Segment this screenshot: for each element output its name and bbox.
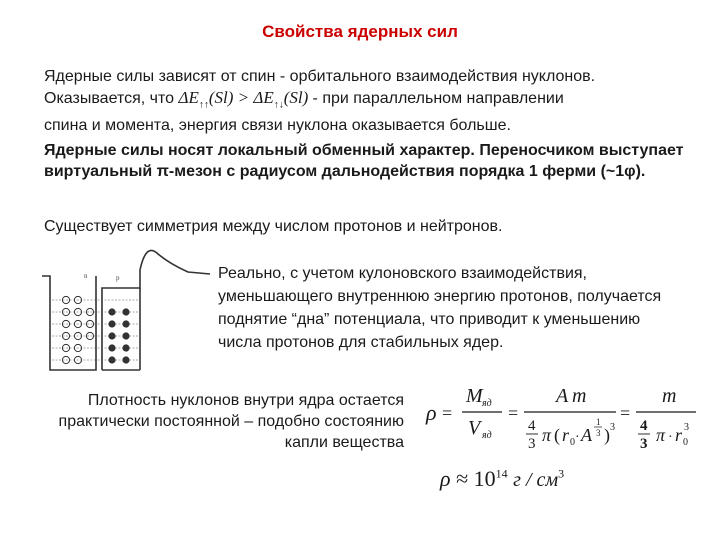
svg-text:4: 4 — [640, 418, 648, 434]
svg-text:3: 3 — [528, 436, 536, 452]
page-title: Свойства ядерных сил — [262, 22, 458, 41]
p1-line2 — [44, 87, 694, 115]
paragraph-symmetry: Существует симметрия между числом протонов и нейтронов. — [44, 218, 503, 235]
svg-text:3: 3 — [640, 436, 648, 452]
paragraph-density: Плотность нуклонов внутри ядра остается практически постоянной – подобно состоянию капли вещества — [58, 392, 404, 451]
svg-text:1: 1 — [596, 417, 601, 427]
svg-text:·: · — [668, 430, 673, 445]
svg-text:m: m — [662, 385, 677, 407]
svg-text:=: = — [442, 403, 453, 423]
delta-e-parallel: $\Delta E_{↑↑}(Sl) > \Delta E_{↑↓}(Sl)$ — [178, 88, 309, 111]
svg-text:π: π — [542, 425, 552, 445]
svg-text:0: 0 — [570, 437, 575, 448]
density-formula — [424, 380, 704, 456]
svg-text:V: V — [468, 417, 481, 439]
label-p: p — [116, 274, 120, 282]
paragraph-spin-orbit — [44, 66, 694, 136]
label-n: n — [84, 272, 88, 280]
svg-text:ρ: ρ — [426, 400, 437, 425]
svg-text:=: = — [508, 403, 519, 423]
p1-suffix: - при параллельном направлении — [312, 90, 564, 107]
svg-text:A: A — [581, 425, 592, 445]
svg-text:(: ( — [554, 425, 560, 445]
svg-text:4: 4 — [528, 418, 536, 434]
svg-text:m: m — [572, 385, 587, 407]
svg-text:r: r — [675, 425, 683, 445]
svg-text:3: 3 — [684, 422, 689, 433]
potential-well-diagram — [40, 248, 212, 378]
svg-text:=: = — [620, 403, 631, 423]
density-value: $\rho \approx 10^{14}$ г / $см^3$ — [440, 466, 565, 491]
paragraph-coulomb: Реально, с учетом кулоновского взаимодействия, уменьшающего внутреннюю энергию протонов, получается поднятие “дна” потенциала, что приводит к уменьшению числа протонов для стабильных ядер. — [218, 265, 662, 351]
p1-line1: Ядерные силы зависят от спин - орбитального взаимодействия нуклонов. — [44, 68, 596, 85]
svg-text:M: M — [466, 385, 483, 407]
svg-text:3: 3 — [610, 422, 615, 433]
svg-text:3: 3 — [596, 428, 601, 438]
svg-text:A: A — [556, 385, 569, 407]
svg-text:·: · — [575, 430, 580, 445]
p1-line3: спина и момента, энергия связи нуклона оказывается больше. — [44, 117, 511, 135]
svg-text:): ) — [604, 425, 610, 445]
neutron-circles — [62, 296, 93, 363]
svg-text:0: 0 — [683, 437, 688, 448]
svg-text:яд: яд — [482, 398, 492, 409]
svg-text:яд: яд — [482, 430, 492, 441]
p1-prefix: Оказывается, что — [44, 90, 179, 107]
paragraph-exchange: Ядерные силы носят локальный обменный характер. Переносчиком выступает виртуальный π-мезон с радиусом дальнодействия порядка 1 ферми (~1φ). — [44, 142, 684, 180]
svg-text:π: π — [656, 425, 666, 445]
svg-text:r: r — [562, 425, 570, 445]
